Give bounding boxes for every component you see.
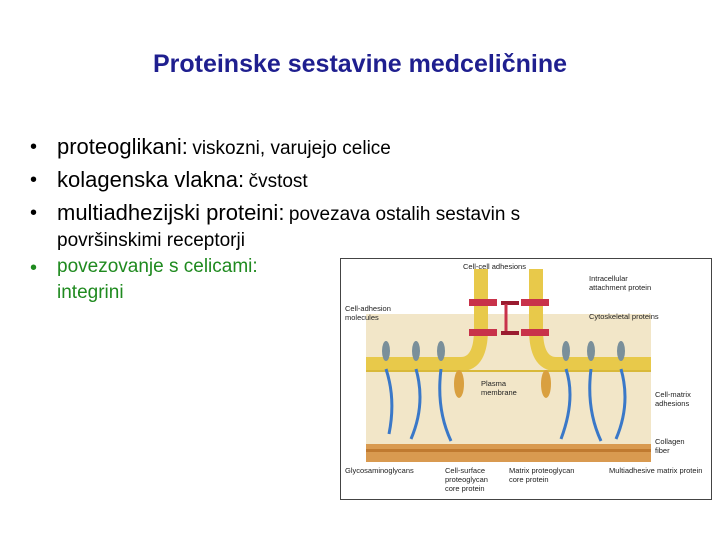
- label-collagen: Collagen: [655, 437, 685, 446]
- bullet-term: proteoglikani:: [57, 134, 188, 159]
- receptor: [437, 341, 445, 361]
- collagen-stripe: [366, 449, 651, 452]
- cadherin-left-1: [469, 299, 497, 306]
- receptor: [412, 341, 420, 361]
- label-cell-matrix: Cell-matrix: [655, 390, 691, 399]
- receptor: [617, 341, 625, 361]
- ecm-figure: [340, 258, 712, 500]
- label-cell-adhesion: Cell-adhesion: [345, 304, 391, 313]
- bullet-dot: •: [30, 136, 38, 158]
- label-molecules: molecules: [345, 313, 379, 322]
- label-cell-surface: Cell-surface: [445, 466, 486, 475]
- label-cytoskeletal: Cytoskeletal proteins: [589, 312, 659, 321]
- bullet-desc: viskozni, varujejo celice: [192, 138, 391, 159]
- ecm-diagram: [341, 259, 711, 499]
- slide-title: Proteinske sestavine medceličnine: [152, 50, 568, 78]
- bullet-dot: •: [30, 202, 38, 224]
- bullet-line2: integrini: [57, 282, 124, 303]
- label-matrix-core-protein: core protein: [509, 475, 549, 484]
- cadherin-right-2: [521, 329, 549, 336]
- collagen-fiber: [366, 444, 651, 462]
- receptor: [382, 341, 390, 361]
- bullet-dot: •: [30, 257, 38, 279]
- bullet-dot: •: [30, 169, 38, 191]
- bullet-collagen: [30, 165, 690, 198]
- bullet-term: kolagenska vlakna:: [57, 167, 245, 192]
- label-multiadhesive: Multiadhesive matrix protein: [609, 466, 703, 475]
- cadherin-left-2: [469, 329, 497, 336]
- cadherin-link-1: [501, 301, 519, 305]
- label-glycosaminoglycans: Glycosaminoglycans: [345, 466, 414, 475]
- bullet-desc: čvstost: [248, 171, 308, 192]
- bullet-term: multiadhezijski proteini:: [57, 200, 285, 225]
- label-plasma: Plasma: [481, 379, 507, 388]
- cadherin-link-2: [501, 331, 519, 335]
- receptor: [587, 341, 595, 361]
- multiadhesive-protein: [454, 370, 464, 398]
- label-adhesions: adhesions: [655, 399, 690, 408]
- label-intracellular: Intracellular: [589, 274, 628, 283]
- label-matrix-proteoglycan: Matrix proteoglycan: [509, 466, 575, 475]
- cadherin-right-1: [521, 299, 549, 306]
- multiadhesive-protein: [541, 370, 551, 398]
- receptor: [562, 341, 570, 361]
- bullet-multiadhesive: [30, 198, 690, 253]
- label-core-protein: core protein: [445, 484, 485, 493]
- label-membrane: membrane: [481, 388, 517, 397]
- bullet-desc: povezava ostalih sestavin s: [288, 204, 521, 225]
- bullet-proteoglycans: [30, 132, 690, 165]
- label-attachment: attachment protein: [589, 283, 652, 292]
- bullet-line1: povezovanje s celicami:: [57, 256, 258, 277]
- label-proteoglycan: proteoglycan: [445, 475, 488, 484]
- bullet-desc-continued: površinskimi receptorji: [57, 230, 245, 251]
- label-fiber: fiber: [655, 446, 670, 455]
- label-cell-cell: Cell-cell adhesions: [463, 262, 526, 271]
